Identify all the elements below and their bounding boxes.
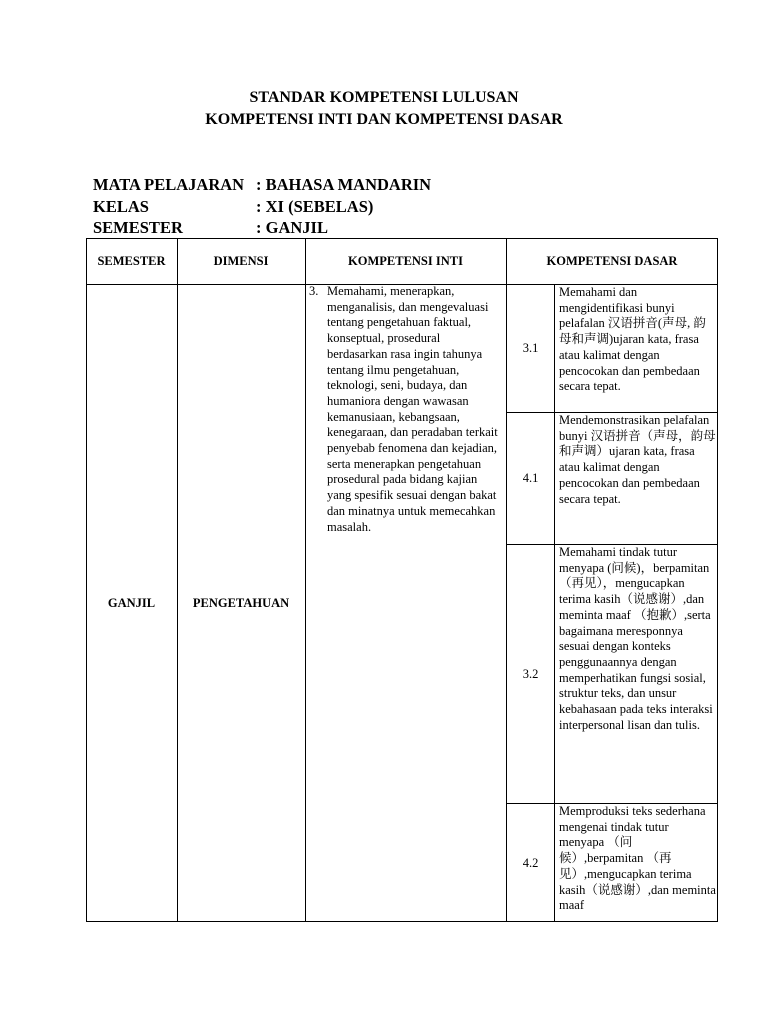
meta-semester — [93, 217, 328, 239]
kd-text: Mendemonstrasikan pelafalan bunyi 汉语拼音（声母，韵母和声调）ujaran kata, frasa atau kalimat dengan pencocokan dan pembedaan secara tepat. — [559, 413, 716, 506]
kompetensi-inti-cell — [309, 284, 503, 535]
document-title: STANDAR KOMPETENSI LULUSAN — [249, 89, 519, 106]
table-column-divider — [305, 238, 306, 922]
kd-number: 4.1 — [522, 471, 539, 485]
meta-label: MATA PELAJARAN — [93, 175, 245, 194]
header-semester: SEMESTER — [97, 254, 166, 268]
semester-cell: GANJIL — [107, 596, 156, 610]
kd-text: Memproduksi teks sederhana mengenai tindak tutur menyapa （问候）,berpamitan （再见）,mengucapkan terima kasih（说感谢）,dan meminta maaf — [559, 804, 716, 913]
document-subtitle: KOMPETENSI INTI DAN KOMPETENSI DASAR — [205, 111, 563, 128]
meta-value: : BAHASA MANDARIN — [256, 175, 432, 194]
ki-number: 3. — [309, 284, 319, 298]
kd-number: 3.2 — [522, 666, 539, 681]
header-kompetensi-inti: KOMPETENSI INTI — [348, 254, 463, 268]
kd-text: Memahami tindak tutur menyapa (问候)，berpamitan（再见），mengucapkan terima kasih（说感谢）,dan meminta maaf （抱歉）,serta bagaimana meresponnya sesuai dengan konteks penggunaannya dengan memperhatikan fungsi sosial, struktur teks, dan unsur kebahasaan pada teks interaksi interpersonal lisan dan tulis. — [559, 545, 713, 732]
ki-text: Memahami, menerapkan, menganalisis, dan mengevaluasi tentang pengetahuan faktual, konseptual, prosedural berdasarkan rasa ingin tahunya tentang ilmu pengetahuan, teknologi, seni, budaya, dan humaniora dengan wawasan kemanusiaan, kebangsaan, kenegaraan, dan peradaban terkait penyebab fenomena dan kejadian, serta menerapkan pengetahuan prosedural pada bidang kajian yang spesifik sesuai dengan bakat dan minatnya untuk memecahkan masalah. — [327, 284, 498, 534]
kd-number: 4.2 — [522, 855, 539, 870]
meta-value: : GANJIL — [256, 218, 328, 237]
meta-subject — [93, 174, 431, 196]
table-column-divider — [554, 284, 555, 922]
header-kompetensi-dasar: KOMPETENSI DASAR — [546, 254, 678, 268]
meta-class — [93, 196, 373, 218]
meta-value: : XI (SEBELAS) — [256, 197, 374, 216]
kd-text: Memahami dan mengidentifikasi bunyi pelafalan 汉语拼音(声母, 韵母和声调)ujaran kata, frasa atau kalimat dengan pencocokan dan pembedaan secara tepat. — [559, 285, 706, 394]
meta-label: SEMESTER — [93, 218, 183, 237]
kd-number: 3.1 — [522, 341, 539, 355]
meta-label: KELAS — [93, 197, 149, 216]
header-dimensi: DIMENSI — [213, 254, 269, 268]
dimensi-cell: PENGETAHUAN — [192, 596, 290, 610]
